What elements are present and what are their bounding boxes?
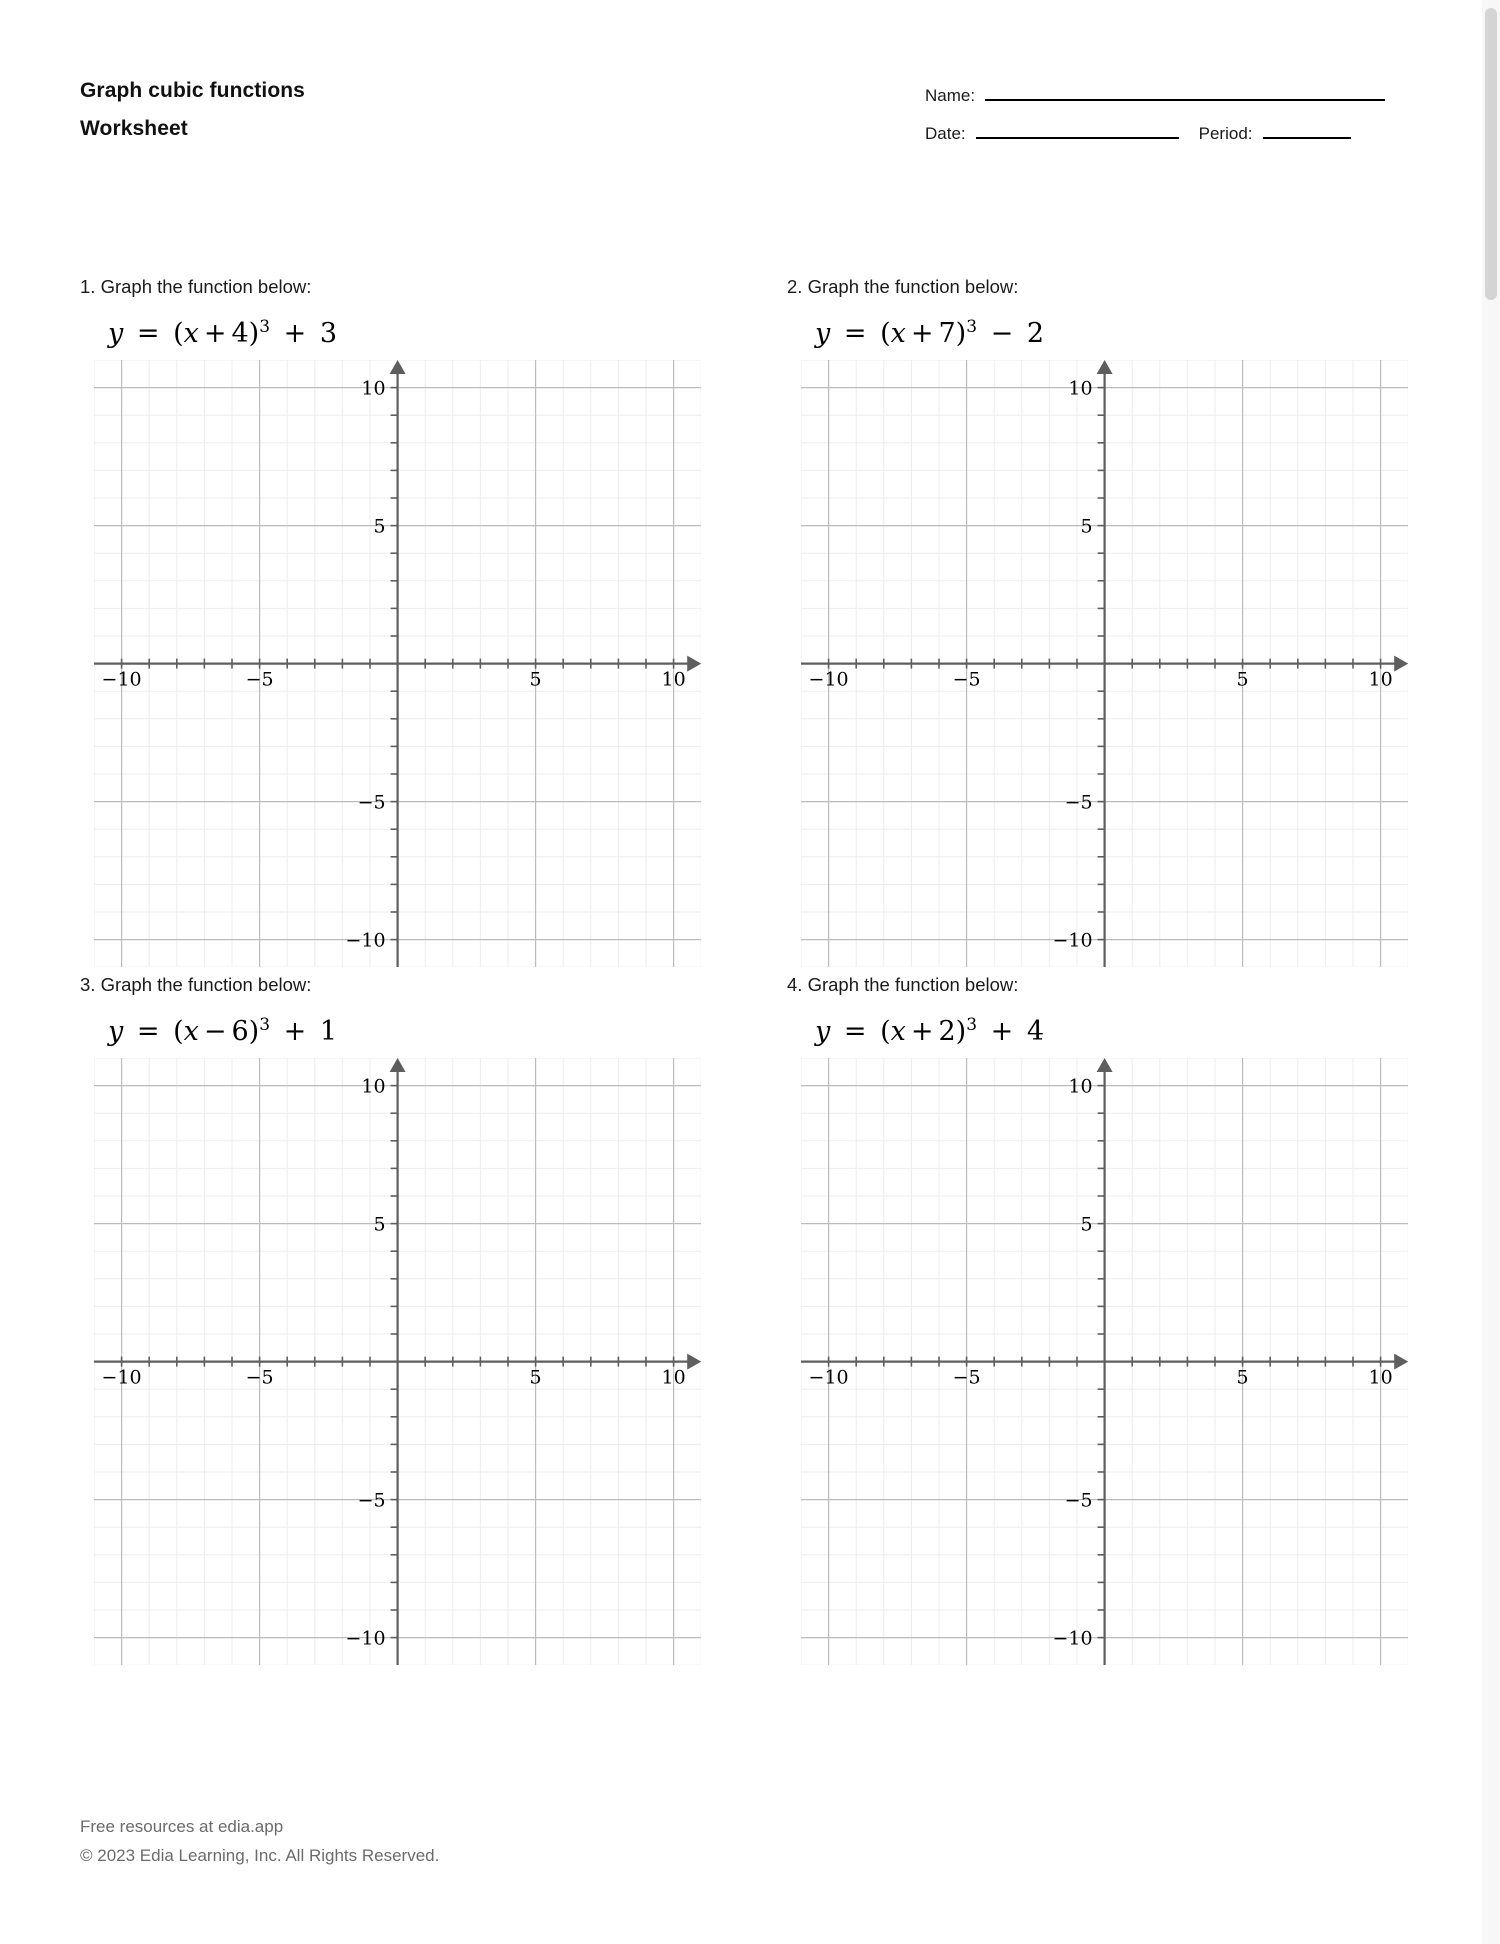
problem-2-prompt: 2. Graph the function below:	[787, 276, 1019, 297]
name-label: Name:	[925, 86, 976, 105]
y-axis-tick-label: 5	[373, 515, 386, 538]
x-axis-tick-label: 10	[1368, 1366, 1393, 1389]
eq4-constant: 4	[1026, 1016, 1045, 1047]
axes	[801, 1058, 1408, 1665]
period-input-line[interactable]	[1263, 125, 1351, 139]
footer-copyright-text: © 2023 Edia Learning, Inc. All Rights Reserved.	[80, 1846, 440, 1865]
y-axis-tick-label: 5	[1080, 1213, 1093, 1236]
eq4-shift: 2	[938, 1016, 956, 1047]
x-axis-tick-label: 10	[1368, 668, 1393, 691]
date-label: Date:	[925, 124, 966, 143]
eq4-exponent: 3	[966, 1015, 978, 1035]
axes	[801, 360, 1408, 967]
page-scrollbar-thumb[interactable]	[1485, 8, 1497, 300]
y-axis-tick-label: −10	[345, 1627, 386, 1650]
eq1-shift: 4	[231, 318, 249, 349]
eq3-exponent: 3	[259, 1015, 271, 1035]
footer	[80, 1812, 439, 1870]
eq2-exponent: 3	[966, 317, 978, 337]
eq1-lhs: y	[108, 318, 124, 349]
eq3-lhs: y	[108, 1016, 124, 1047]
eq3-sign2: +	[283, 1016, 307, 1047]
x-axis-arrow-icon	[687, 656, 701, 672]
eq3-close-paren: )	[248, 1016, 260, 1047]
page-title	[80, 72, 305, 148]
y-axis-arrow-icon	[390, 360, 406, 374]
x-axis-tick-label: −5	[952, 668, 981, 691]
eq3-equals: =	[136, 1016, 160, 1047]
eq1-close-paren: )	[248, 318, 260, 349]
y-axis-tick-label: 10	[1068, 377, 1093, 400]
x-axis-tick-label: 10	[661, 1366, 686, 1389]
eq3-open-paren: (	[173, 1016, 184, 1047]
x-axis-tick-label: −10	[808, 668, 849, 691]
eq2-open-paren: (	[880, 318, 891, 349]
y-axis-tick-label: −5	[357, 1489, 386, 1512]
eq3-sign1: −	[203, 1016, 227, 1047]
eq3-var: x	[183, 1016, 199, 1047]
y-axis-tick-label: −10	[1052, 1627, 1093, 1650]
problem-3-equation	[108, 1012, 700, 1052]
x-axis-tick-label: −10	[808, 1366, 849, 1389]
x-axis-tick-label: 5	[1236, 1366, 1249, 1389]
y-axis-tick-label: 10	[361, 1075, 386, 1098]
coordinate-grid[interactable]	[94, 360, 701, 967]
student-info-fields	[925, 86, 1405, 162]
x-axis-arrow-icon	[1394, 656, 1408, 672]
problem-3	[80, 972, 700, 1665]
eq1-equals: =	[136, 318, 160, 349]
eq2-constant: 2	[1026, 318, 1045, 349]
y-axis-tick-label: −5	[1064, 1489, 1093, 1512]
eq2-lhs: y	[815, 318, 831, 349]
problem-4-prompt: 4. Graph the function below:	[787, 974, 1019, 995]
problem-4	[787, 972, 1407, 1665]
eq4-close-paren: )	[955, 1016, 967, 1047]
axes	[94, 1058, 701, 1665]
y-axis-tick-label: 10	[361, 377, 386, 400]
page-scrollbar-track[interactable]	[1482, 0, 1500, 1944]
footer-resources-text: Free resources at edia.app	[80, 1817, 284, 1836]
y-axis-tick-label: −10	[345, 929, 386, 952]
eq4-var: x	[890, 1016, 906, 1047]
eq3-shift: 6	[231, 1016, 249, 1047]
x-axis-arrow-icon	[687, 1354, 701, 1370]
coordinate-grid[interactable]	[801, 360, 1408, 967]
eq2-sign2: −	[990, 318, 1014, 349]
name-row	[925, 86, 1405, 124]
problem-1-graph[interactable]	[94, 360, 700, 967]
eq2-close-paren: )	[955, 318, 967, 349]
x-axis-tick-label: −10	[101, 1366, 142, 1389]
problem-4-graph[interactable]	[801, 1058, 1407, 1665]
eq2-sign1: +	[910, 318, 934, 349]
problem-3-graph[interactable]	[94, 1058, 700, 1665]
y-axis-arrow-icon	[390, 1058, 406, 1072]
x-axis-tick-label: 10	[661, 668, 686, 691]
eq4-equals: =	[843, 1016, 867, 1047]
y-axis-arrow-icon	[1097, 360, 1113, 374]
eq4-open-paren: (	[880, 1016, 891, 1047]
period-label: Period:	[1198, 124, 1253, 143]
y-axis-arrow-icon	[1097, 1058, 1113, 1072]
eq1-exponent: 3	[259, 317, 271, 337]
eq1-sign2: +	[283, 318, 307, 349]
eq1-constant: 3	[319, 318, 338, 349]
eq1-open-paren: (	[173, 318, 184, 349]
eq4-lhs: y	[815, 1016, 831, 1047]
eq4-sign1: +	[910, 1016, 934, 1047]
eq4-sign2: +	[990, 1016, 1014, 1047]
eq2-shift: 7	[938, 318, 956, 349]
y-axis-tick-label: 5	[373, 1213, 386, 1236]
date-input-line[interactable]	[976, 125, 1179, 139]
x-axis-tick-label: 5	[529, 1366, 542, 1389]
problem-4-equation	[815, 1012, 1407, 1052]
y-axis-tick-label: 5	[1080, 515, 1093, 538]
x-axis-tick-label: −5	[952, 1366, 981, 1389]
y-axis-tick-label: −10	[1052, 929, 1093, 952]
problem-2	[787, 274, 1407, 967]
y-axis-tick-label: −5	[1064, 791, 1093, 814]
name-input-line[interactable]	[985, 87, 1385, 101]
x-axis-tick-label: −5	[245, 1366, 274, 1389]
y-axis-tick-label: −5	[357, 791, 386, 814]
problem-1-prompt: 1. Graph the function below:	[80, 276, 312, 297]
coordinate-grid[interactable]	[94, 1058, 701, 1665]
problem-2-equation	[815, 314, 1407, 354]
x-axis-tick-label: −5	[245, 668, 274, 691]
title-line-2: Worksheet	[80, 117, 188, 140]
eq3-constant: 1	[319, 1016, 338, 1047]
x-axis-tick-label: −10	[101, 668, 142, 691]
problem-1-equation	[108, 314, 700, 354]
title-line-1: Graph cubic functions	[80, 79, 305, 102]
eq1-var: x	[183, 318, 199, 349]
problem-1	[80, 274, 700, 967]
problem-3-prompt: 3. Graph the function below:	[80, 974, 312, 995]
x-axis-tick-label: 5	[529, 668, 542, 691]
coordinate-grid[interactable]	[801, 1058, 1408, 1665]
eq1-sign1: +	[203, 318, 227, 349]
x-axis-arrow-icon	[1394, 1354, 1408, 1370]
problem-2-graph[interactable]	[801, 360, 1407, 967]
date-period-row	[925, 124, 1405, 162]
eq2-equals: =	[843, 318, 867, 349]
eq2-var: x	[890, 318, 906, 349]
x-axis-tick-label: 5	[1236, 668, 1249, 691]
axes	[94, 360, 701, 967]
y-axis-tick-label: 10	[1068, 1075, 1093, 1098]
